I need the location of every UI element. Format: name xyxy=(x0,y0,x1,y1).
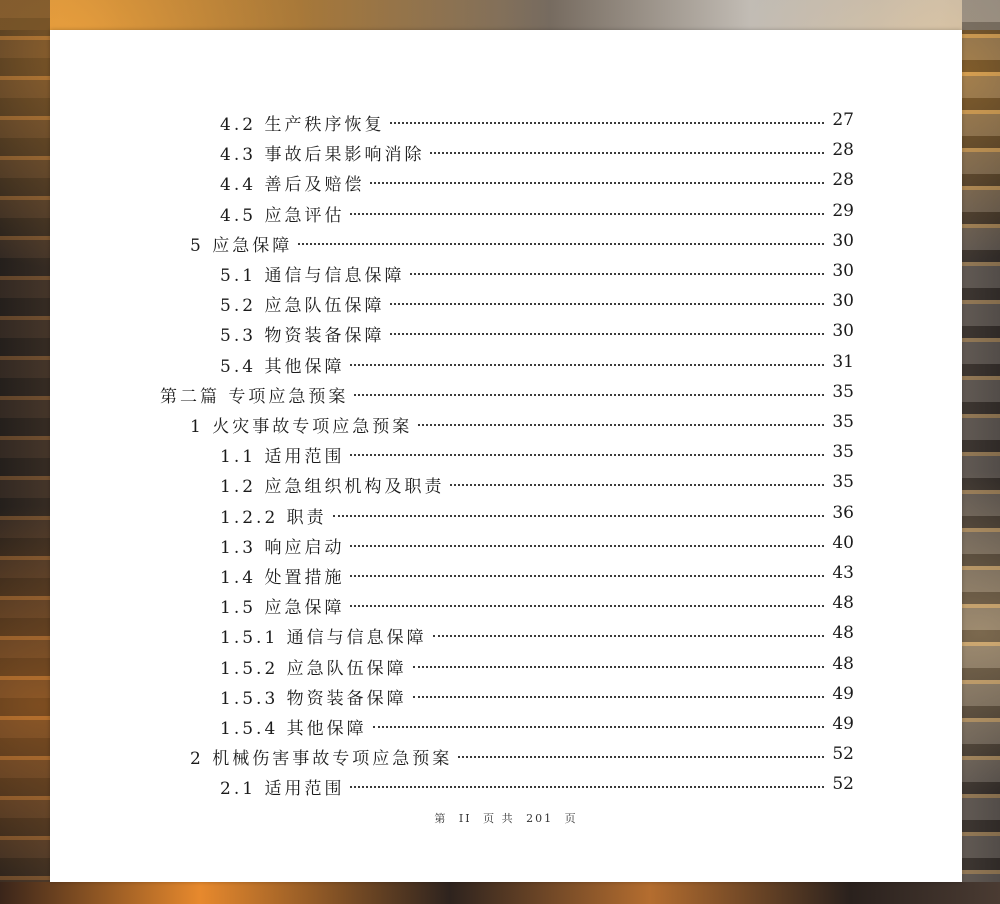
toc-entry-title: 1.5.3 物资装备保障 xyxy=(220,688,407,709)
toc-leader-dots xyxy=(410,273,824,275)
toc-entry[interactable] xyxy=(50,499,962,529)
toc-leader-dots xyxy=(350,213,824,215)
toc-leader-dots xyxy=(370,182,824,184)
toc-entry[interactable] xyxy=(50,378,962,408)
toc-entry-title: 1.5.2 应急队伍保障 xyxy=(220,658,407,679)
toc-entry[interactable] xyxy=(50,136,962,166)
toc-entry-page-number: 40 xyxy=(832,532,854,553)
toc-leader-dots xyxy=(390,333,824,335)
footer-total-pages: 201 xyxy=(526,812,554,825)
toc-leader-dots xyxy=(373,726,824,728)
toc-entry-title: 1.5 应急保障 xyxy=(220,598,345,619)
toc-entry[interactable] xyxy=(50,317,962,347)
toc-entry-title: 4.2 生产秩序恢复 xyxy=(220,115,385,135)
toc-leader-dots xyxy=(390,122,824,124)
toc-entry-title: 4.4 善后及赔偿 xyxy=(220,175,365,196)
background-top-photo xyxy=(0,0,1000,30)
toc-leader-dots xyxy=(350,605,824,607)
toc-entry-title: 4.3 事故后果影响消除 xyxy=(220,145,425,166)
toc-entry[interactable] xyxy=(50,680,962,710)
toc-entry-title: 5.4 其他保障 xyxy=(220,356,345,377)
toc-entry[interactable] xyxy=(50,529,962,559)
toc-entry-title: 1.1 适用范围 xyxy=(220,447,345,468)
toc-entry-title: 5.1 通信与信息保障 xyxy=(220,266,405,286)
toc-entry-title: 5.2 应急队伍保障 xyxy=(220,296,385,317)
toc-entry[interactable] xyxy=(50,619,962,649)
toc-entry-page-number: 48 xyxy=(832,623,854,644)
toc-entry[interactable] xyxy=(50,589,962,619)
toc-entry[interactable] xyxy=(50,650,962,680)
document-page xyxy=(50,30,962,882)
toc-entry[interactable] xyxy=(50,106,962,136)
toc-entry-page-number: 52 xyxy=(832,744,854,765)
toc-leader-dots xyxy=(430,152,824,154)
toc-entry-title: 1.5.4 其他保障 xyxy=(220,719,367,739)
toc-leader-dots xyxy=(413,696,824,698)
toc-leader-dots xyxy=(298,243,824,245)
toc-entry-title: 1.5.1 通信与信息保障 xyxy=(220,628,427,649)
toc-entry-page-number: 48 xyxy=(832,593,854,614)
toc-entry-title: 5.3 物资装备保障 xyxy=(220,326,385,347)
toc-entry-title: 2 机械伤害事故专项应急预案 xyxy=(190,749,453,770)
toc-entry-page-number: 30 xyxy=(832,261,854,281)
toc-entry[interactable] xyxy=(50,438,962,468)
toc-entry-page-number: 31 xyxy=(832,351,854,372)
toc-leader-dots xyxy=(418,424,824,426)
toc-entry-page-number: 52 xyxy=(832,774,854,795)
toc-entry-title: 5 应急保障 xyxy=(190,235,293,256)
footer-prefix: 第 xyxy=(434,812,448,825)
toc-entry[interactable] xyxy=(50,468,962,498)
toc-entry-title: 1.3 响应启动 xyxy=(220,537,345,558)
toc-entry[interactable] xyxy=(50,348,962,378)
toc-entry-page-number: 35 xyxy=(832,381,854,402)
toc-leader-dots xyxy=(350,786,824,788)
toc-leader-dots xyxy=(350,545,824,547)
toc-entry-title: 第二篇 专项应急预案 xyxy=(160,386,349,407)
toc-entry-page-number: 36 xyxy=(832,502,854,523)
background-right-photo xyxy=(962,0,1000,904)
toc-leader-dots xyxy=(433,635,824,637)
toc-entry-page-number: 43 xyxy=(832,563,854,583)
toc-leader-dots xyxy=(350,575,824,577)
background-left-photo xyxy=(0,0,50,904)
toc-entry-title: 1 火灾事故专项应急预案 xyxy=(190,417,413,437)
toc-entry-page-number: 29 xyxy=(832,200,854,221)
toc-entry[interactable] xyxy=(50,740,962,770)
toc-leader-dots xyxy=(458,756,824,758)
toc-leader-dots xyxy=(390,303,824,305)
toc-entry-page-number: 30 xyxy=(832,321,854,342)
footer-mid: 页 共 xyxy=(483,812,515,825)
toc-entry-title: 1.2 应急组织机构及职责 xyxy=(220,477,445,498)
toc-leader-dots xyxy=(413,666,824,668)
toc-entry[interactable] xyxy=(50,559,962,589)
toc-entry[interactable] xyxy=(50,227,962,257)
background-bottom-photo xyxy=(0,882,1000,904)
toc-entry[interactable] xyxy=(50,710,962,740)
toc-entry-page-number: 49 xyxy=(832,714,854,734)
toc-entry-title: 4.5 应急评估 xyxy=(220,205,345,226)
footer-suffix: 页 xyxy=(564,812,578,825)
toc-entry[interactable] xyxy=(50,197,962,227)
toc-entry[interactable] xyxy=(50,408,962,438)
toc-leader-dots xyxy=(354,394,824,396)
toc-entry[interactable] xyxy=(50,770,962,800)
toc-entry-page-number: 28 xyxy=(832,140,854,161)
toc-entry-page-number: 27 xyxy=(832,110,854,130)
toc-entry-page-number: 49 xyxy=(832,683,854,704)
toc-leader-dots xyxy=(333,515,824,517)
toc-leader-dots xyxy=(350,454,824,456)
page-footer xyxy=(50,810,962,826)
footer-page-number: II xyxy=(458,812,472,825)
toc-entry-page-number: 48 xyxy=(832,653,854,674)
toc-leader-dots xyxy=(450,484,824,486)
toc-entry-page-number: 28 xyxy=(832,170,854,191)
toc-entry-title: 1.4 处置措施 xyxy=(220,568,345,588)
toc-entry-page-number: 35 xyxy=(832,412,854,432)
toc-entry[interactable] xyxy=(50,257,962,287)
toc-entry-page-number: 35 xyxy=(832,472,854,493)
toc-leader-dots xyxy=(350,364,824,366)
toc-entry-page-number: 35 xyxy=(832,442,854,463)
toc-entry-page-number: 30 xyxy=(832,230,854,251)
toc-entry-page-number: 30 xyxy=(832,291,854,312)
toc-entry-title: 2.1 适用范围 xyxy=(220,779,345,800)
toc-entry[interactable] xyxy=(50,166,962,196)
toc-entry-title: 1.2.2 职责 xyxy=(220,507,327,528)
toc-entry[interactable] xyxy=(50,287,962,317)
